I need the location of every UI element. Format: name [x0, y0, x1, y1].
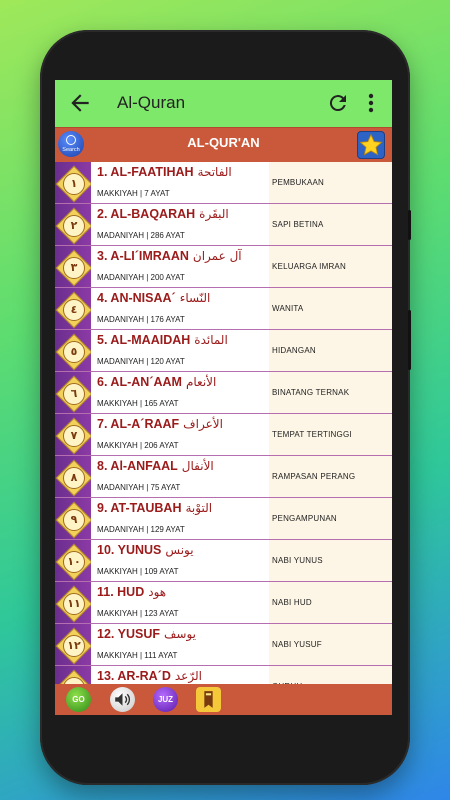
back-arrow-icon[interactable]	[67, 90, 93, 116]
surah-name-line	[97, 165, 232, 179]
surah-name: 12. YUSUF	[97, 627, 160, 641]
surah-number-column	[55, 624, 91, 665]
surah-name: 6. AL-AN´AAM	[97, 375, 182, 389]
phone-side-button	[408, 210, 411, 240]
surah-number-column	[55, 582, 91, 623]
search-button-label: Search	[62, 147, 80, 153]
bookmark-button[interactable]	[196, 687, 221, 712]
surah-number-column	[55, 414, 91, 455]
surah-name-line	[97, 459, 214, 473]
surah-content	[91, 204, 392, 245]
surah-name: 3. A-LI´IMRAAN	[97, 249, 189, 263]
surah-name-line	[97, 249, 242, 263]
surah-content	[91, 624, 392, 665]
surah-row[interactable]	[55, 288, 392, 330]
surah-number-badge: ٨	[63, 467, 85, 489]
surah-number-badge: ٣	[63, 257, 85, 279]
surah-row[interactable]	[55, 414, 392, 456]
surah-content	[91, 246, 392, 287]
surah-name: 4. AN-NISAA´	[97, 291, 176, 305]
app-screen	[55, 80, 392, 715]
surah-content	[91, 162, 392, 203]
surah-name-line	[97, 627, 196, 641]
surah-meaning: NABI YUNUS	[272, 556, 323, 565]
surah-meta: MADANIYAH | 129 AYAT	[97, 525, 185, 534]
surah-content	[91, 372, 392, 413]
surah-meta: MAKKIYAH | 109 AYAT	[97, 567, 179, 576]
surah-name: 1. AL-FAATIHAH	[97, 165, 194, 179]
surah-name-line	[97, 417, 223, 431]
surah-arabic-name: آل عمران	[192, 249, 242, 263]
surah-row[interactable]	[55, 204, 392, 246]
bookmark-icon	[196, 687, 221, 712]
surah-name: 5. AL-MAAIDAH	[97, 333, 191, 347]
surah-meta: MAKKIYAH | 206 AYAT	[97, 441, 179, 450]
surah-name: 9. AT-TAUBAH	[97, 501, 182, 515]
surah-meaning: PENGAMPUNAN	[272, 514, 337, 523]
surah-name-line	[97, 333, 228, 347]
refresh-icon[interactable]	[326, 91, 350, 115]
surah-row[interactable]	[55, 372, 392, 414]
surah-content	[91, 582, 392, 623]
surah-row[interactable]	[55, 624, 392, 666]
surah-content	[91, 330, 392, 371]
more-options-icon[interactable]	[364, 91, 378, 115]
surah-arabic-name: هود	[148, 585, 167, 599]
surah-meta: MAKKIYAH | 7 AYAT	[97, 189, 170, 198]
surah-number-column	[55, 540, 91, 581]
surah-content	[91, 498, 392, 539]
surah-number-badge: ٩	[63, 509, 85, 531]
surah-name-line	[97, 501, 212, 515]
surah-row[interactable]	[55, 582, 392, 624]
surah-meaning: TEMPAT TERTINGGI	[272, 430, 352, 439]
surah-number-column	[55, 288, 91, 329]
app-title: Al-Quran	[117, 93, 186, 112]
surah-meaning: BINATANG TERNAK	[272, 388, 350, 397]
star-icon	[358, 132, 384, 158]
phone-volume-button	[408, 310, 411, 370]
surah-number-column	[55, 204, 91, 245]
surah-arabic-name: الأعراف	[183, 417, 223, 431]
surah-name-line	[97, 585, 166, 599]
surah-arabic-name: الرّعد	[174, 669, 202, 683]
surah-name-line	[97, 375, 216, 389]
surah-meta: MAKKIYAH | 111 AYAT	[97, 651, 178, 660]
surah-meta: MADANIYAH | 120 AYAT	[97, 357, 185, 366]
surah-row[interactable]	[55, 456, 392, 498]
surah-number-column	[55, 246, 91, 287]
surah-meta: MADANIYAH | 200 AYAT	[97, 273, 185, 282]
surah-name: 10. YUNUS	[97, 543, 162, 557]
surah-meta: MADANIYAH | 286 AYAT	[97, 231, 185, 240]
surah-number-column	[55, 498, 91, 539]
surah-name: 8. Al-ANFAAL	[97, 459, 178, 473]
surah-row[interactable]	[55, 246, 392, 288]
surah-arabic-name: الفاتحة	[197, 165, 232, 179]
surah-number-badge: ٥	[63, 341, 85, 363]
surah-arabic-name: البقَرة	[199, 207, 229, 221]
surah-meaning: PEMBUKAAN	[272, 178, 325, 187]
surah-number-badge: ٦	[63, 383, 85, 405]
list-header	[55, 127, 392, 163]
surah-name-line	[97, 291, 210, 305]
surah-number-badge: ١	[63, 173, 85, 195]
surah-number-column	[55, 372, 91, 413]
surah-name-line	[97, 207, 229, 221]
surah-meaning: SAPI BETINA	[272, 220, 324, 229]
surah-content	[91, 414, 392, 455]
surah-name: 2. AL-BAQARAH	[97, 207, 196, 221]
surah-number-column	[55, 162, 91, 203]
surah-number-badge: ٤	[63, 299, 85, 321]
surah-row[interactable]	[55, 330, 392, 372]
surah-row[interactable]	[55, 540, 392, 582]
surah-name: 13. AR-RA´D	[97, 669, 171, 683]
surah-arabic-name: الأنفال	[181, 459, 214, 473]
surah-meaning: NABI YUSUF	[272, 640, 322, 649]
surah-name: 11. HUD	[97, 585, 145, 599]
surah-meta: MADANIYAH | 75 AYAT	[97, 483, 181, 492]
favorites-button[interactable]	[357, 131, 385, 159]
surah-number-badge: ٢	[63, 215, 85, 237]
speaker-icon	[110, 687, 135, 712]
surah-meaning: WANITA	[272, 304, 304, 313]
surah-arabic-name: الأنعام	[185, 375, 217, 389]
surah-meaning: RAMPASAN PERANG	[272, 472, 356, 481]
surah-number-column	[55, 456, 91, 497]
surah-number-badge: ٧	[63, 425, 85, 447]
surah-arabic-name: التوْبة	[185, 501, 213, 515]
app-bar	[55, 80, 392, 127]
surah-arabic-name: المائدة	[194, 333, 228, 347]
surah-name: 7. AL-A´RAAF	[97, 417, 180, 431]
go-button[interactable]: GO	[66, 687, 91, 712]
surah-content	[91, 288, 392, 329]
surah-name-line	[97, 543, 194, 557]
surah-number-badge: ١٠	[63, 551, 85, 573]
surah-number-badge: ١١	[63, 593, 85, 615]
surah-list[interactable]	[55, 162, 392, 684]
surah-arabic-name: يوسف	[164, 627, 197, 641]
surah-content	[91, 540, 392, 581]
surah-row[interactable]	[55, 498, 392, 540]
surah-meaning: KELUARGA IMRAN	[272, 262, 346, 271]
juz-button[interactable]: JUZ	[153, 687, 178, 712]
surah-name-line	[97, 669, 202, 683]
bottom-toolbar	[55, 684, 392, 715]
surah-content	[91, 456, 392, 497]
audio-button[interactable]	[110, 687, 135, 712]
surah-meaning: NABI HUD	[272, 598, 312, 607]
surah-meaning: HIDANGAN	[272, 346, 316, 355]
surah-number-badge: ١٢	[63, 635, 85, 657]
header-title: AL-QUR'AN	[187, 135, 260, 150]
surah-meta: MAKKIYAH | 165 AYAT	[97, 399, 179, 408]
surah-number-column	[55, 330, 91, 371]
surah-row[interactable]	[55, 162, 392, 204]
surah-arabic-name: يونس	[165, 543, 194, 557]
surah-arabic-name: النّساء	[179, 291, 211, 305]
surah-meta: MADANIYAH | 176 AYAT	[97, 315, 185, 324]
surah-meta: MAKKIYAH | 123 AYAT	[97, 609, 179, 618]
